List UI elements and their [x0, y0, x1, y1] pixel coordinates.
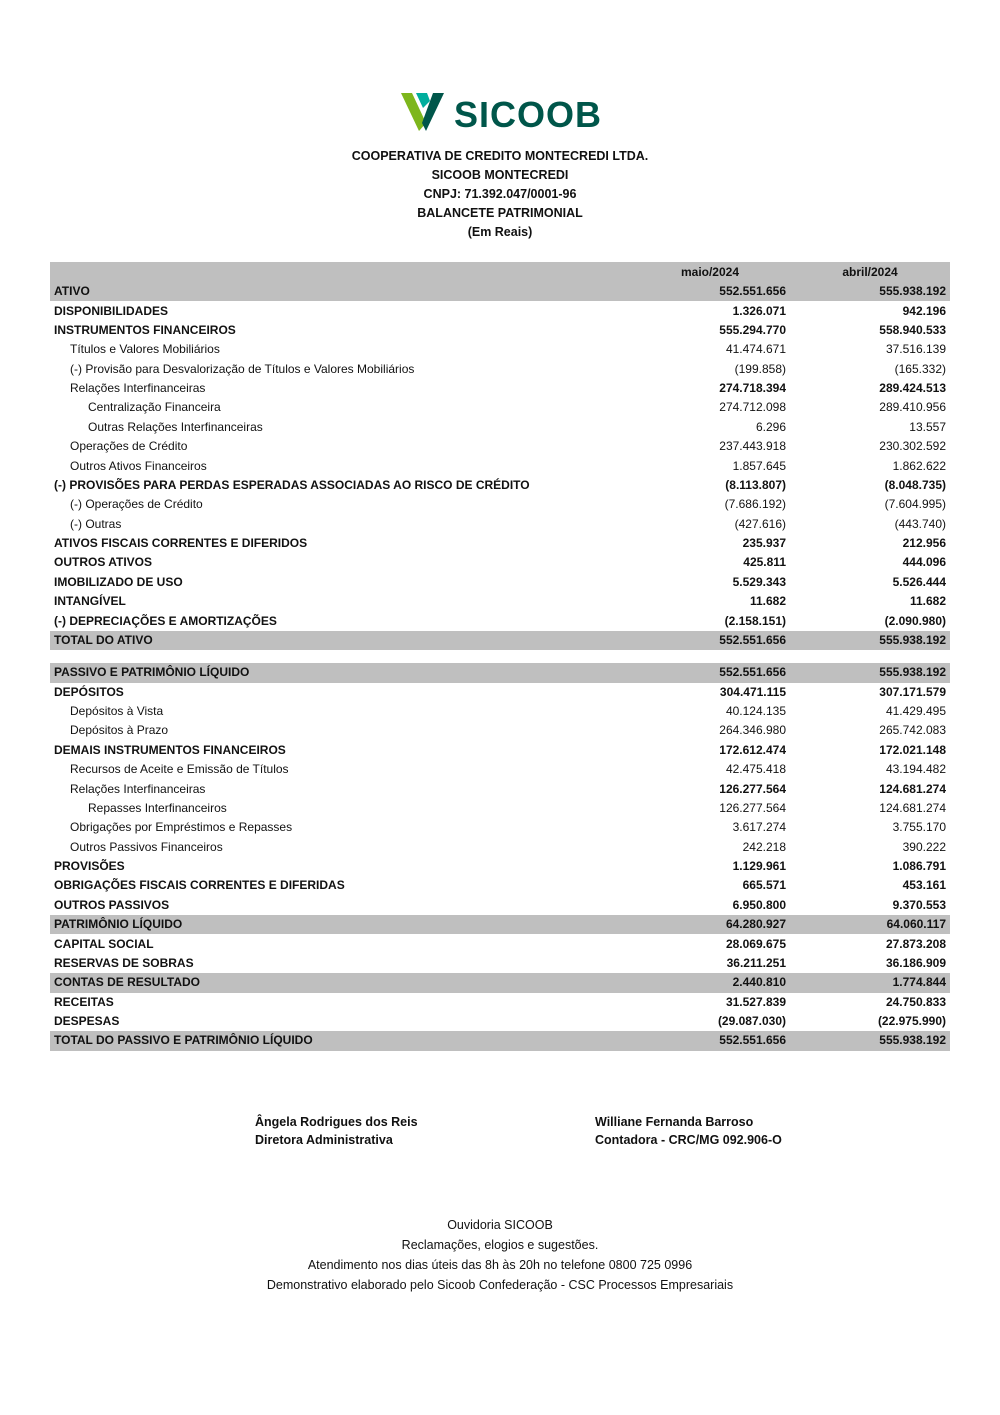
row-label: PASSIVO E PATRIMÔNIO LÍQUIDO — [54, 665, 250, 680]
column-header-maio: maio/2024 — [630, 262, 790, 282]
row-value-maio: 304.471.115 — [719, 684, 786, 699]
table-row — [50, 779, 950, 798]
row-label: Relações Interfinanceiras — [70, 781, 206, 796]
row-value-abril: 289.410.956 — [879, 400, 946, 415]
table-row — [50, 592, 950, 611]
row-value-maio: 11.682 — [749, 594, 786, 609]
table-row — [50, 663, 950, 682]
balance-sheet-table — [50, 262, 950, 1051]
company-name: COOPERATIVA DE CREDITO MONTECREDI LTDA. — [351, 149, 649, 163]
row-label: Títulos e Valores Mobiliários — [70, 342, 220, 357]
row-value-abril: (22.975.990) — [877, 1014, 946, 1029]
row-label: Outros Passivos Financeiros — [70, 839, 223, 854]
table-row — [50, 282, 950, 301]
row-value-abril: (2.090.980) — [884, 613, 946, 628]
row-value-abril: 41.429.495 — [885, 704, 946, 719]
row-label: Recursos de Aceite e Emissão de Títulos — [70, 762, 289, 777]
table-row — [50, 799, 950, 818]
table-row — [50, 650, 950, 663]
row-value-abril: 1.774.844 — [892, 975, 946, 990]
row-value-maio: (29.087.030) — [717, 1014, 786, 1029]
row-label: (-) Provisão para Desvalorização de Títulos e Valores Mobiliários — [70, 361, 415, 376]
table-row — [50, 495, 950, 514]
table-row — [50, 741, 950, 760]
row-value-maio: 552.551.656 — [719, 1033, 786, 1048]
table-row — [50, 553, 950, 572]
table-row — [50, 721, 950, 740]
table-row — [50, 838, 950, 857]
table-row — [50, 683, 950, 702]
row-value-maio: (8.113.807) — [725, 477, 786, 492]
row-label: ATIVO — [54, 284, 90, 299]
row-value-abril: 1.086.791 — [892, 859, 946, 874]
row-value-maio: 274.718.394 — [719, 381, 786, 396]
row-label: Obrigações por Empréstimos e Repasses — [70, 820, 293, 835]
signer-title-right: Contadora - CRC/MG 092.906-O — [595, 1133, 782, 1148]
row-label: INSTRUMENTOS FINANCEIROS — [54, 322, 236, 337]
row-value-abril: 11.682 — [909, 594, 946, 609]
row-value-abril: 36.186.909 — [885, 955, 946, 970]
column-header-abril: abril/2024 — [790, 262, 950, 282]
table-row — [50, 702, 950, 721]
row-label: DEPÓSITOS — [54, 684, 124, 699]
row-value-abril: 555.938.192 — [879, 665, 946, 680]
row-value-maio: 425.811 — [743, 555, 786, 570]
sicoob-logo-icon — [398, 92, 446, 137]
row-value-abril: 942.196 — [902, 303, 946, 318]
row-value-abril: 307.171.579 — [879, 684, 946, 699]
row-value-maio — [630, 650, 790, 663]
footer-reclamacoes: Reclamações, elogios e sugestões. — [401, 1237, 599, 1252]
row-label: (-) DEPRECIAÇÕES E AMORTIZAÇÕES — [54, 613, 277, 628]
row-value-abril: 5.526.444 — [892, 574, 946, 589]
row-label: (-) PROVISÕES PARA PERDAS ESPERADAS ASSOCIADAS AO RISCO DE CRÉDITO — [54, 477, 530, 492]
row-value-abril: 230.302.592 — [879, 439, 946, 454]
table-row — [50, 360, 950, 379]
row-value-abril: 265.742.083 — [879, 723, 946, 738]
row-value-maio: 235.937 — [742, 536, 786, 551]
row-value-maio: (7.686.192) — [724, 497, 786, 512]
row-value-abril: 3.755.170 — [892, 820, 946, 835]
row-value-maio: (427.616) — [734, 516, 786, 531]
row-label: TOTAL DO ATIVO — [54, 632, 153, 647]
table-row — [50, 896, 950, 915]
row-value-maio: 1.857.645 — [732, 458, 786, 473]
row-value-maio: 40.124.135 — [725, 704, 786, 719]
table-row — [50, 760, 950, 779]
row-label: TOTAL DO PASSIVO E PATRIMÔNIO LÍQUIDO — [54, 1033, 313, 1048]
row-label: DEMAIS INSTRUMENTOS FINANCEIROS — [54, 742, 286, 757]
row-value-maio: 6.950.800 — [732, 897, 786, 912]
row-value-maio: 36.211.251 — [726, 955, 786, 970]
table-row — [50, 398, 950, 417]
row-value-maio: 42.475.418 — [725, 762, 786, 777]
signer-name-right: Williane Fernanda Barroso — [595, 1114, 754, 1129]
row-label: DISPONIBILIDADES — [54, 303, 169, 318]
row-value-maio: 5.529.343 — [732, 574, 786, 589]
table-row — [50, 1012, 950, 1031]
footer-ouvidoria: Ouvidoria SICOOB — [447, 1217, 553, 1232]
column-header-empty — [50, 262, 630, 282]
row-label: PROVISÕES — [54, 859, 125, 874]
row-value-abril: 555.938.192 — [879, 1033, 946, 1048]
table-row — [50, 573, 950, 592]
table-row — [50, 857, 950, 876]
sicoob-logo — [0, 0, 1000, 137]
currency-note: (Em Reais) — [467, 225, 533, 239]
row-value-maio: 6.296 — [755, 419, 786, 434]
row-label: Relações Interfinanceiras — [70, 381, 206, 396]
table-row — [50, 437, 950, 456]
table-row — [50, 954, 950, 973]
row-value-abril: 27.873.208 — [885, 936, 946, 951]
row-label: INTANGÍVEL — [54, 594, 126, 609]
document-header — [0, 147, 1000, 242]
row-value-abril: 64.060.117 — [886, 917, 946, 932]
table-row — [50, 515, 950, 534]
table-row — [50, 379, 950, 398]
row-label: ATIVOS FISCAIS CORRENTES E DIFERIDOS — [54, 536, 308, 551]
table-row — [50, 876, 950, 895]
cooperative-name: SICOOB MONTECREDI — [431, 168, 569, 182]
row-value-abril — [790, 650, 950, 663]
row-value-maio: 126.277.564 — [719, 800, 786, 815]
row-value-abril: 13.557 — [909, 419, 946, 434]
table-row — [50, 611, 950, 630]
row-value-maio: (2.158.151) — [724, 613, 786, 628]
table-row — [50, 301, 950, 320]
row-label: Depósitos à Vista — [70, 704, 164, 719]
row-value-maio: 3.617.274 — [732, 820, 786, 835]
row-label: (-) Operações de Crédito — [70, 497, 203, 512]
row-label: OUTROS ATIVOS — [54, 555, 153, 570]
row-value-maio: 264.346.980 — [719, 723, 786, 738]
row-value-maio: 237.443.918 — [719, 439, 786, 454]
row-value-abril: 555.938.192 — [879, 284, 946, 299]
row-value-abril: 212.956 — [902, 536, 946, 551]
table-row — [50, 534, 950, 553]
row-value-abril: (8.048.735) — [884, 477, 946, 492]
row-value-maio: 64.280.927 — [725, 917, 786, 932]
row-value-maio: 242.218 — [742, 839, 786, 854]
row-label: Outras Relações Interfinanceiras — [88, 419, 263, 434]
table-row — [50, 631, 950, 650]
row-value-maio: 665.571 — [742, 878, 786, 893]
row-value-abril: 453.161 — [902, 878, 946, 893]
signature-block-right — [595, 1113, 782, 1151]
row-value-abril: 9.370.553 — [892, 897, 946, 912]
row-value-abril: (7.604.995) — [884, 497, 946, 512]
row-value-maio: 552.551.656 — [719, 665, 786, 680]
cnpj: CNPJ: 71.392.047/0001-96 — [423, 187, 577, 201]
row-label: Depósitos à Prazo — [70, 723, 169, 738]
row-value-maio: 2.440.810 — [732, 975, 786, 990]
balance-table-body — [50, 282, 950, 1051]
table-row — [50, 418, 950, 437]
row-value-maio: 552.551.656 — [719, 284, 786, 299]
row-value-abril: 37.516.139 — [885, 342, 946, 357]
table-row — [50, 321, 950, 340]
row-value-maio: (199.858) — [734, 361, 786, 376]
row-value-abril: 43.194.482 — [885, 762, 946, 777]
table-row — [50, 456, 950, 475]
row-value-maio: 28.069.675 — [725, 936, 786, 951]
table-row — [50, 340, 950, 359]
row-value-maio: 274.712.098 — [719, 400, 786, 415]
table-header-row — [50, 262, 950, 282]
signer-name-left: Ângela Rodrigues dos Reis — [255, 1114, 418, 1129]
row-label: CONTAS DE RESULTADO — [54, 975, 200, 990]
row-label: RECEITAS — [54, 994, 114, 1009]
footer-section — [0, 1215, 1000, 1295]
row-value-maio: 126.277.564 — [719, 781, 786, 796]
row-value-maio: 41.474.671 — [725, 342, 786, 357]
row-value-maio: 1.326.071 — [732, 303, 786, 318]
row-value-maio: 555.294.770 — [719, 322, 786, 337]
row-value-abril: 555.938.192 — [879, 632, 946, 647]
row-label: OUTROS PASSIVOS — [54, 897, 170, 912]
row-value-abril: 124.681.274 — [879, 781, 946, 796]
row-value-abril: 289.424.513 — [879, 381, 946, 396]
row-value-abril: 24.750.833 — [885, 994, 946, 1009]
row-label: CAPITAL SOCIAL — [54, 936, 154, 951]
row-value-abril: (443.740) — [894, 516, 946, 531]
footer-atendimento: Atendimento nos dias úteis das 8h às 20h no telefone 0800 725 0996 — [307, 1257, 693, 1272]
row-label: (-) Outras — [70, 516, 122, 531]
row-value-maio: 1.129.961 — [732, 859, 786, 874]
row-value-abril: 124.681.274 — [879, 800, 946, 815]
row-label — [50, 650, 630, 663]
row-label: DESPESAS — [54, 1014, 120, 1029]
row-value-abril: 444.096 — [902, 555, 946, 570]
row-value-abril: (165.332) — [894, 361, 946, 376]
table-row — [50, 818, 950, 837]
footer-demonstrativo: Demonstrativo elaborado pelo Sicoob Confederação - CSC Processos Empresariais — [266, 1277, 734, 1292]
table-row — [50, 993, 950, 1012]
row-label: RESERVAS DE SOBRAS — [54, 955, 194, 970]
row-label: Operações de Crédito — [70, 439, 188, 454]
report-title: BALANCETE PATRIMONIAL — [417, 206, 583, 220]
row-value-abril: 558.940.533 — [879, 322, 946, 337]
sicoob-wordmark: SICOOB — [453, 93, 602, 135]
signature-block-left — [255, 1113, 418, 1151]
row-value-abril: 1.862.622 — [892, 458, 946, 473]
row-value-abril: 390.222 — [902, 839, 946, 854]
table-row — [50, 1031, 950, 1050]
row-label: PATRIMÔNIO LÍQUIDO — [54, 917, 183, 932]
row-value-abril: 172.021.148 — [879, 742, 946, 757]
row-value-maio: 552.551.656 — [719, 632, 786, 647]
table-row — [50, 934, 950, 953]
row-label: IMOBILIZADO DE USO — [54, 574, 183, 589]
row-label: OBRIGAÇÕES FISCAIS CORRENTES E DIFERIDAS — [54, 878, 345, 893]
signatures-section — [0, 1113, 1000, 1157]
row-label: Outros Ativos Financeiros — [70, 458, 207, 473]
row-label: Centralização Financeira — [88, 400, 221, 415]
row-value-maio: 31.527.839 — [725, 994, 786, 1009]
table-row — [50, 476, 950, 495]
row-value-maio: 172.612.474 — [719, 742, 786, 757]
table-row — [50, 915, 950, 934]
table-row — [50, 973, 950, 992]
row-label: Repasses Interfinanceiros — [88, 800, 227, 815]
signer-title-left: Diretora Administrativa — [255, 1133, 393, 1148]
